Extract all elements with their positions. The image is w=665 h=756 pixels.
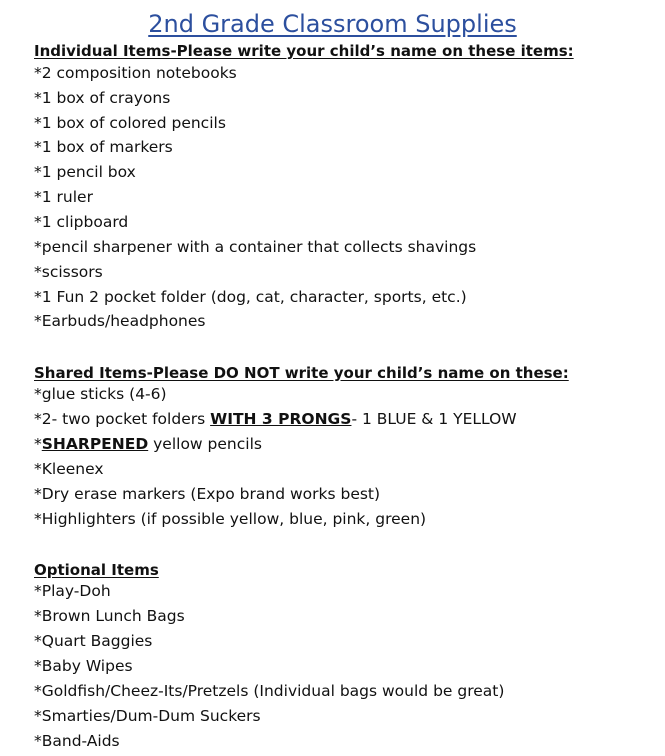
list-item: *Quart Baggies: [34, 632, 153, 650]
list-item: *1 Fun 2 pocket folder (dog, cat, character, sports, etc.): [34, 288, 467, 306]
list-item: *Baby Wipes: [34, 657, 133, 675]
list-item: *Earbuds/headphones: [34, 312, 206, 330]
list-item: *glue sticks (4-6): [34, 385, 167, 403]
list-item: *pencil sharpener with a container that collects shavings: [34, 238, 477, 256]
pencils-suffix: yellow pencils: [148, 435, 262, 453]
list-item: *1 pencil box: [34, 163, 136, 181]
list-item: *Highlighters (if possible yellow, blue, pink, green): [34, 510, 427, 528]
list-item: *1 box of markers: [34, 138, 173, 156]
individual-items-heading: Individual Items-Please write your child’s name on these items:: [34, 42, 574, 60]
list-item: [34, 409, 517, 429]
list-item: *Kleenex: [34, 460, 104, 478]
list-item: *Band-Aids: [34, 732, 120, 750]
list-item: *Smarties/Dum-Dum Suckers: [34, 707, 261, 725]
list-item: *Goldfish/Cheez-Its/Pretzels (Individual bags would be great): [34, 682, 505, 700]
pencils-prefix: *: [34, 435, 42, 453]
list-item: *Brown Lunch Bags: [34, 607, 185, 625]
list-item: *1 ruler: [34, 188, 93, 206]
list-item: *1 box of crayons: [34, 89, 171, 107]
list-item: *2 composition notebooks: [34, 64, 237, 82]
list-item: *Dry erase markers (Expo brand works best): [34, 485, 381, 503]
folders-emphasis: WITH 3 PRONGS: [210, 410, 352, 428]
list-item: [34, 434, 262, 454]
folders-prefix: *2- two pocket folders: [34, 410, 211, 428]
list-item: *Play-Doh: [34, 582, 111, 600]
optional-items-heading: Optional Items: [34, 561, 159, 579]
list-item: *scissors: [34, 263, 103, 281]
page-title: 2nd Grade Classroom Supplies: [148, 10, 517, 38]
list-item: *1 clipboard: [34, 213, 129, 231]
pencils-emphasis: SHARPENED: [41, 435, 149, 453]
list-item: *1 box of colored pencils: [34, 114, 226, 132]
shared-items-heading: Shared Items-Please DO NOT write your child’s name on these:: [34, 364, 569, 382]
folders-suffix: - 1 BLUE & 1 YELLOW: [351, 410, 517, 428]
